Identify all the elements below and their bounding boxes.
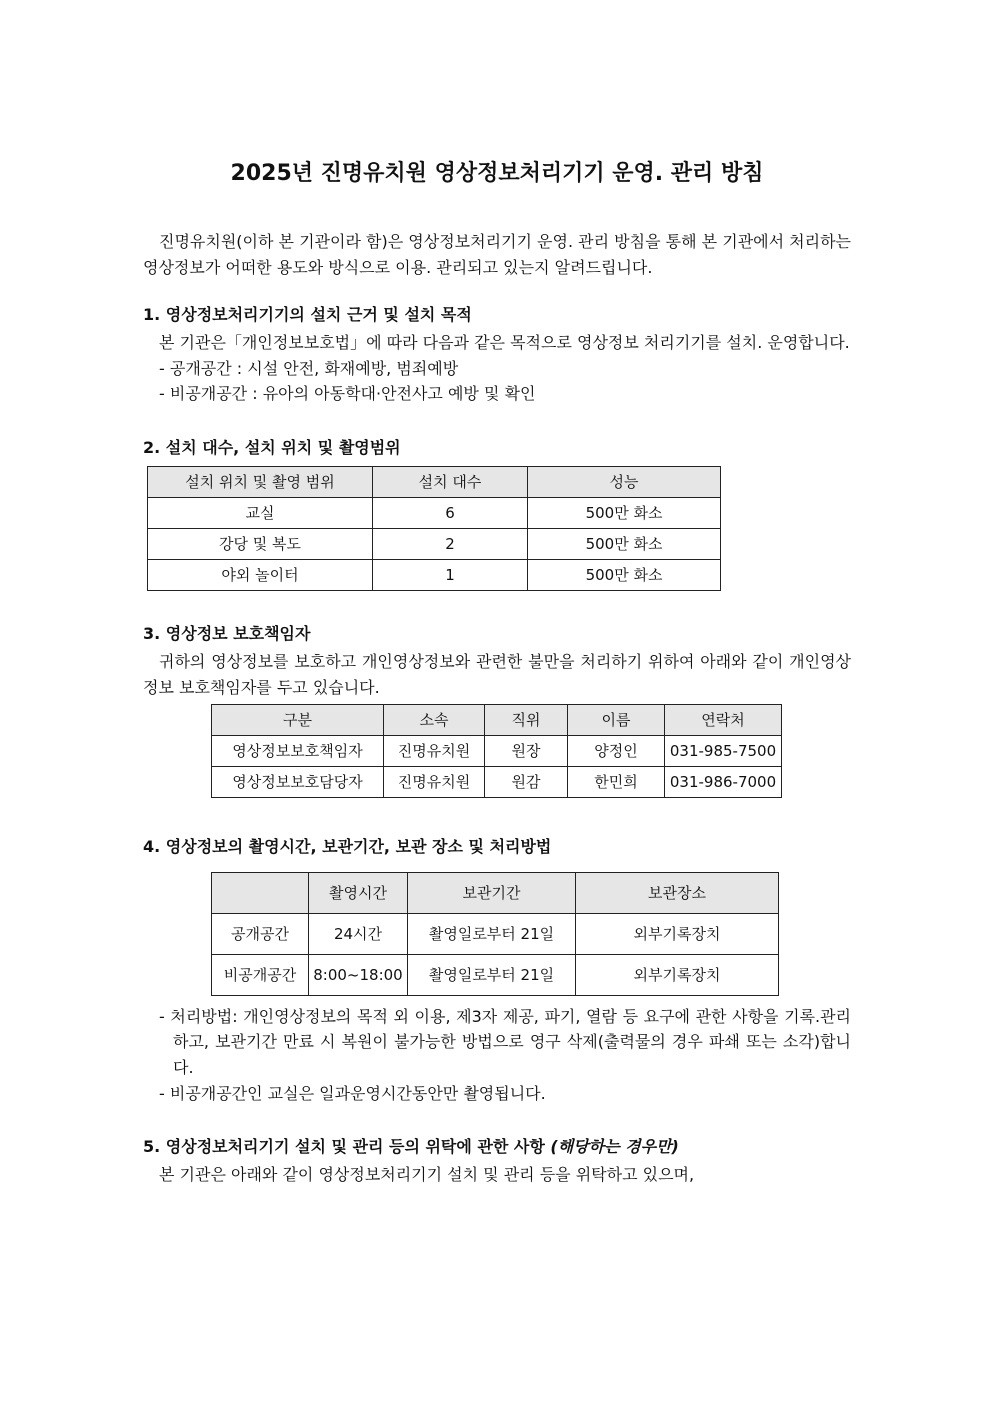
- section-2-heading: 2. 설치 대수, 설치 위치 및 촬영범위: [143, 437, 401, 457]
- table-row: [148, 498, 721, 529]
- table-cell: 2: [373, 529, 528, 560]
- section-5-body: 본 기관은 아래와 같이 영상정보처리기기 설치 및 관리 등을 위탁하고 있으며,: [159, 1164, 695, 1184]
- installation-table: [147, 466, 721, 591]
- table-cell: 영상정보보호담당자: [212, 767, 384, 798]
- table-header-cell: [212, 872, 309, 913]
- table-cell: 교실: [148, 498, 373, 529]
- table-cell: 1: [373, 560, 528, 591]
- table-row: [148, 529, 721, 560]
- table-row: [212, 736, 782, 767]
- table-cell: 외부기록장치: [576, 913, 779, 954]
- table-header-cell: 연락처: [665, 705, 782, 736]
- table-row: [212, 913, 779, 954]
- table-header-row: [148, 467, 721, 498]
- table-header-cell: 보관기간: [408, 872, 576, 913]
- section-1-bullet: - 공개공간 : 시설 안전, 화재예방, 범죄예방: [159, 358, 459, 378]
- table-header-cell: 설치 위치 및 촬영 범위: [148, 467, 373, 498]
- table-cell: 진명유치원: [384, 736, 485, 767]
- table-cell: 한민희: [568, 767, 665, 798]
- table-cell: 촬영일로부터 21일: [408, 954, 576, 995]
- table-cell: 영상정보보호책임자: [212, 736, 384, 767]
- table-header-cell: 직위: [485, 705, 568, 736]
- section-4-heading: 4. 영상정보의 촬영시간, 보관기간, 보관 장소 및 처리방법: [143, 837, 552, 857]
- table-cell: 8:00~18:00: [309, 954, 408, 995]
- section-1-body: 본 기관은「개인정보보호법」에 따라 다음과 같은 목적으로 영상정보 처리기기를 설치. 운영합니다.: [159, 332, 850, 352]
- section-4-bullet: - 처리방법: 개인영상정보의 목적 외 이용, 제3자 제공, 파기, 열람 등 요구에 관한 사항을 기록.관리하고, 보관기간 만료 시 복원이 불가능한 방법으로 영구 삭제(출력물의 경우 파쇄 또는 소각)합니다.: [159, 1006, 851, 1077]
- table-row: [212, 767, 782, 798]
- section-5-heading-note: (해당하는 경우만): [550, 1137, 679, 1157]
- table-header-cell: 이름: [568, 705, 665, 736]
- table-cell: 공개공간: [212, 913, 309, 954]
- document-page: [143, 150, 851, 1187]
- table-header-cell: 촬영시간: [309, 872, 408, 913]
- table-cell: 외부기록장치: [576, 954, 779, 995]
- table-cell: 6: [373, 498, 528, 529]
- section-3-heading: 3. 영상정보 보호책임자: [143, 624, 311, 644]
- table-cell: 강당 및 복도: [148, 529, 373, 560]
- table-cell: 500만 화소: [528, 560, 721, 591]
- table-cell: 031-985-7500: [665, 736, 782, 767]
- table-row: [148, 560, 721, 591]
- intro-paragraph: 진명유치원(이하 본 기관이라 함)은 영상정보처리기기 운영. 관리 방침을 통해 본 기관에서 처리하는 영상정보가 어떠한 용도와 방식으로 이용. 관리되고 있는지 알려드립니다.: [143, 232, 851, 277]
- retention-table: [211, 872, 779, 996]
- section-5-heading-text: 5. 영상정보처리기기 설치 및 관리 등의 위탁에 관한 사항: [143, 1137, 545, 1157]
- table-header-row: [212, 705, 782, 736]
- table-cell: 야외 놀이터: [148, 560, 373, 591]
- table-cell: 촬영일로부터 21일: [408, 913, 576, 954]
- table-header-cell: 성능: [528, 467, 721, 498]
- table-cell: 031-986-7000: [665, 767, 782, 798]
- section-3-body: 귀하의 영상정보를 보호하고 개인영상정보와 관련한 불만을 처리하기 위하여 아래와 같이 개인영상정보 보호책임자를 두고 있습니다.: [143, 651, 851, 697]
- table-cell: 양정인: [568, 736, 665, 767]
- table-header-row: [212, 872, 779, 913]
- table-cell: 원감: [485, 767, 568, 798]
- officer-table: [211, 704, 782, 798]
- table-cell: 진명유치원: [384, 767, 485, 798]
- table-header-cell: 보관장소: [576, 872, 779, 913]
- section-5-heading: [143, 1134, 851, 1160]
- table-cell: 원장: [485, 736, 568, 767]
- document-title: 2025년 진명유치원 영상정보처리기기 운영. 관리 방침: [230, 161, 764, 186]
- table-header-cell: 구분: [212, 705, 384, 736]
- table-cell: 500만 화소: [528, 498, 721, 529]
- section-1-bullet: - 비공개공간 : 유아의 아동학대·안전사고 예방 및 확인: [159, 384, 536, 404]
- table-row: [212, 954, 779, 995]
- table-cell: 24시간: [309, 913, 408, 954]
- table-cell: 비공개공간: [212, 954, 309, 995]
- table-header-cell: 설치 대수: [373, 467, 528, 498]
- table-cell: 500만 화소: [528, 529, 721, 560]
- table-header-cell: 소속: [384, 705, 485, 736]
- section-4-bullet: - 비공개공간인 교실은 일과운영시간동안만 촬영됩니다.: [159, 1083, 546, 1103]
- section-1-heading: 1. 영상정보처리기기의 설치 근거 및 설치 목적: [143, 305, 472, 325]
